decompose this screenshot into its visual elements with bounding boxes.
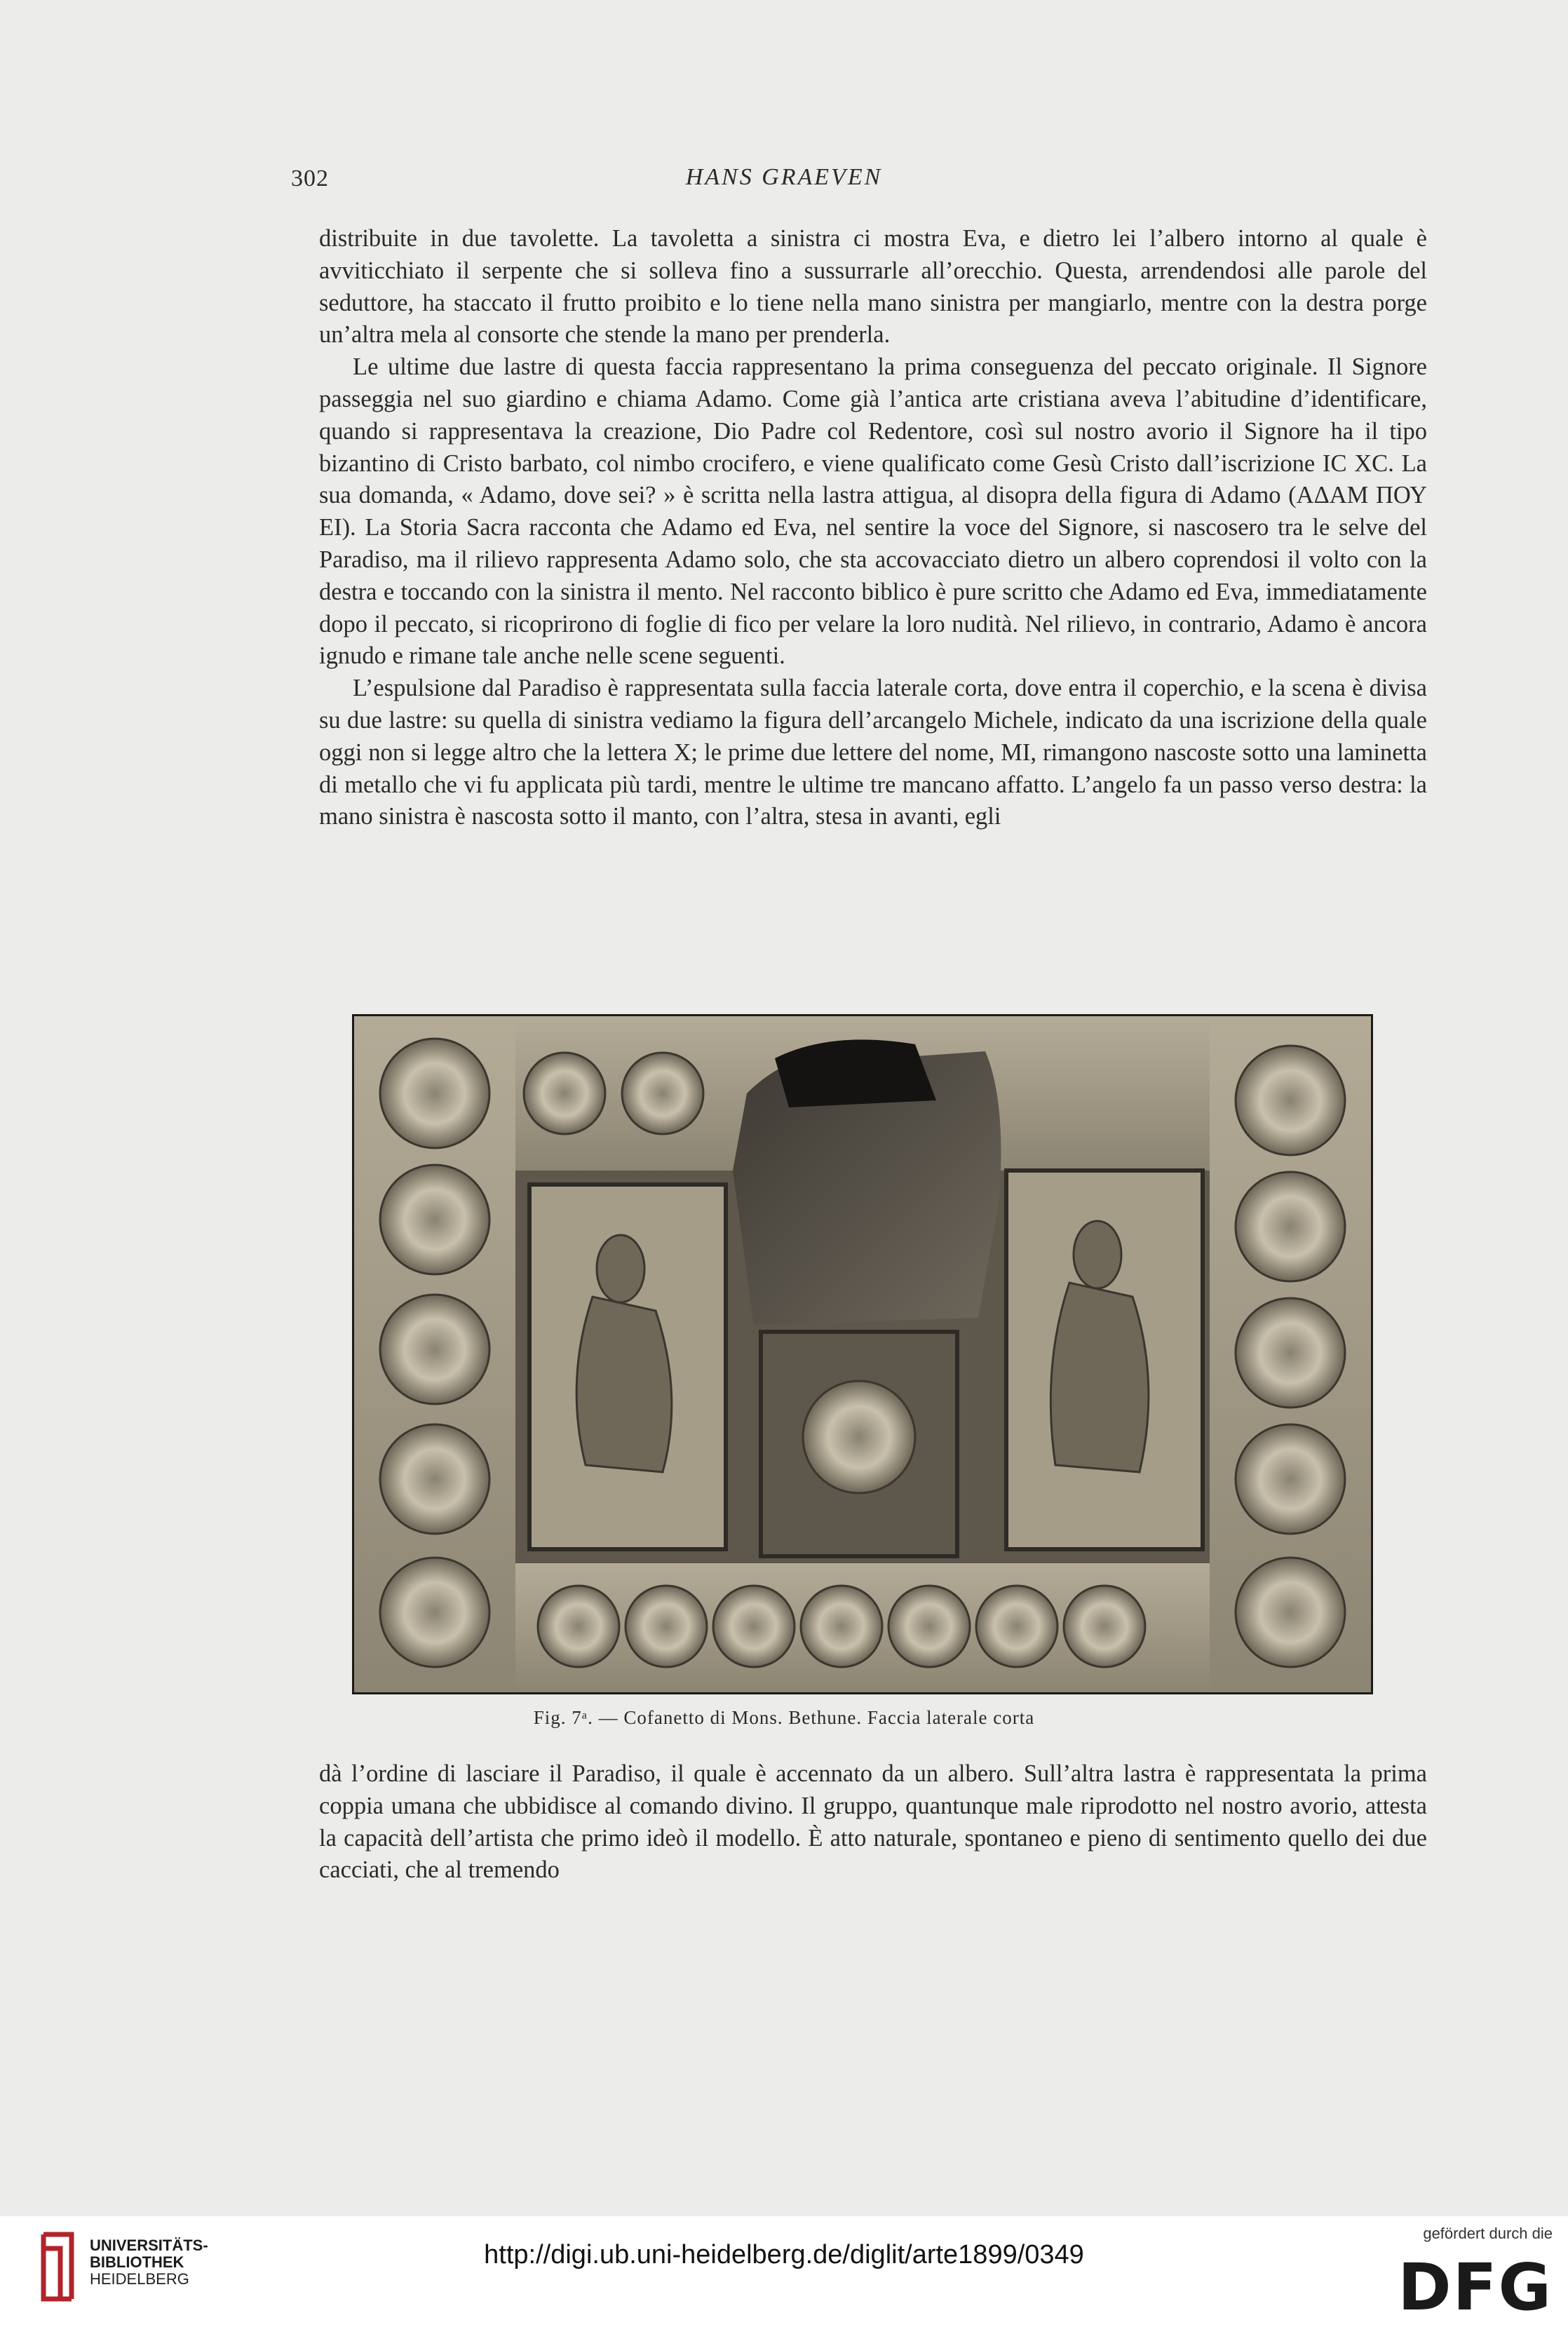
figure-caption: Fig. 7ᵃ. — Cofanetto di Mons. Bethune. Faccia laterale corta bbox=[533, 1707, 1035, 1728]
running-title: HANS GRAEVEN bbox=[685, 164, 883, 190]
institution-line: HEIDELBERG bbox=[90, 2270, 189, 2288]
figure-photo bbox=[352, 1014, 1373, 1694]
paragraph: dà l’ordine di lasciare il Paradiso, il quale è accennato da un albero. Sull’altra lastra è rappresentata la prima coppia umana che ubbidisce al comando divino. Il gruppo, quantunque male riprodotto nel nostro avorio, attesta la capacità dell’artista che primo ideò il modello. È atto naturale, spontaneo e pieno di sentimento quello dei due cacciati, che al tremendo bbox=[319, 1760, 1427, 1884]
casket-side-illustration bbox=[354, 1016, 1371, 1692]
institution-line: UNIVERSITÄTS- bbox=[90, 2237, 208, 2254]
paragraph: distribuite in due tavolette. La tavoletta a sinistra ci mostra Eva, e dietro lei l’albero intorno al quale è avviticchiato il serpente che si solleva fino a sussurrarle all’orecchio. Questa, arrendendosi alle parole del seduttore, ha staccato il frutto proibito e lo tiene nella mano sinistra per mangiarlo, mentre con la destra porge un’altra mela al consorte che stende la mano per prenderla. bbox=[319, 225, 1427, 349]
permalink-url[interactable]: http://digi.ub.uni-heidelberg.de/diglit/arte1899/0349 bbox=[484, 2240, 1084, 2269]
paragraph: L’espulsione dal Paradiso è rappresentata sulla faccia laterale corta, dove entra il coperchio, e la scena è divisa su due lastre: su quella di sinistra vediamo la figura dell’arcangelo Michele, indicato da una iscrizione della quale oggi non si legge altro che la lettera X; le prime due lettere del nome, MI, rimangono nascoste sotto una laminetta di metallo che vi fu applicata più tardi, mentre le ultime tre mancano affatto. L’angelo fa un passo verso destra: la mano sinistra è nascosta sotto il manto, con l’altra, stesa in avanti, egli bbox=[319, 675, 1427, 830]
page-number: 302 bbox=[291, 166, 329, 191]
dfg-logo: DFG bbox=[1398, 2250, 1553, 2325]
institution-line: BIBLIOTHEK bbox=[90, 2253, 184, 2271]
body-text-top bbox=[319, 223, 1427, 833]
paragraph: Le ultime due lastre di questa faccia rappresentano la prima conseguenza del peccato originale. Il Signore passeggia nel suo giardino e chiama Adamo. Come già l’antica arte cristiana aveva l’abitudine d’identificare, quando si rappresentava la creazione, Dio Padre col Redentore, così sul nostro avorio il Signore ha il tipo bizantino di Cristo barbato, col nimbo crocifero, e viene qualificato come Gesù Cristo dall’iscrizione IC XC. La sua domanda, « Adamo, dove sei? » è scritta nella lastra attigua, al disopra della figura di Adamo (ΑΔΑΜ ΠΟΥ ΕΙ). La Storia Sacra racconta che Adamo ed Eva, nel sentire la voce del Signore, si nascosero tra le selve del Paradiso, ma il rilievo rappresenta Adamo solo, che sta accovacciato dietro un albero coprendosi il volto con la destra e toccando con la sinistra il mento. Nel racconto biblico è pure scritto che Adamo ed Eva, immediatamente dopo il peccato, si ricoprirono di foglie di fico per velare la loro nudità. Nel rilievo, in contrario, Adamo è ancora ignudo e rimane tale anche nelle scene seguenti. bbox=[319, 353, 1427, 670]
funded-by-text: gefördert durch die bbox=[1423, 2225, 1553, 2242]
digitization-footer bbox=[0, 2216, 1568, 2327]
body-text-bottom bbox=[319, 1758, 1427, 1887]
